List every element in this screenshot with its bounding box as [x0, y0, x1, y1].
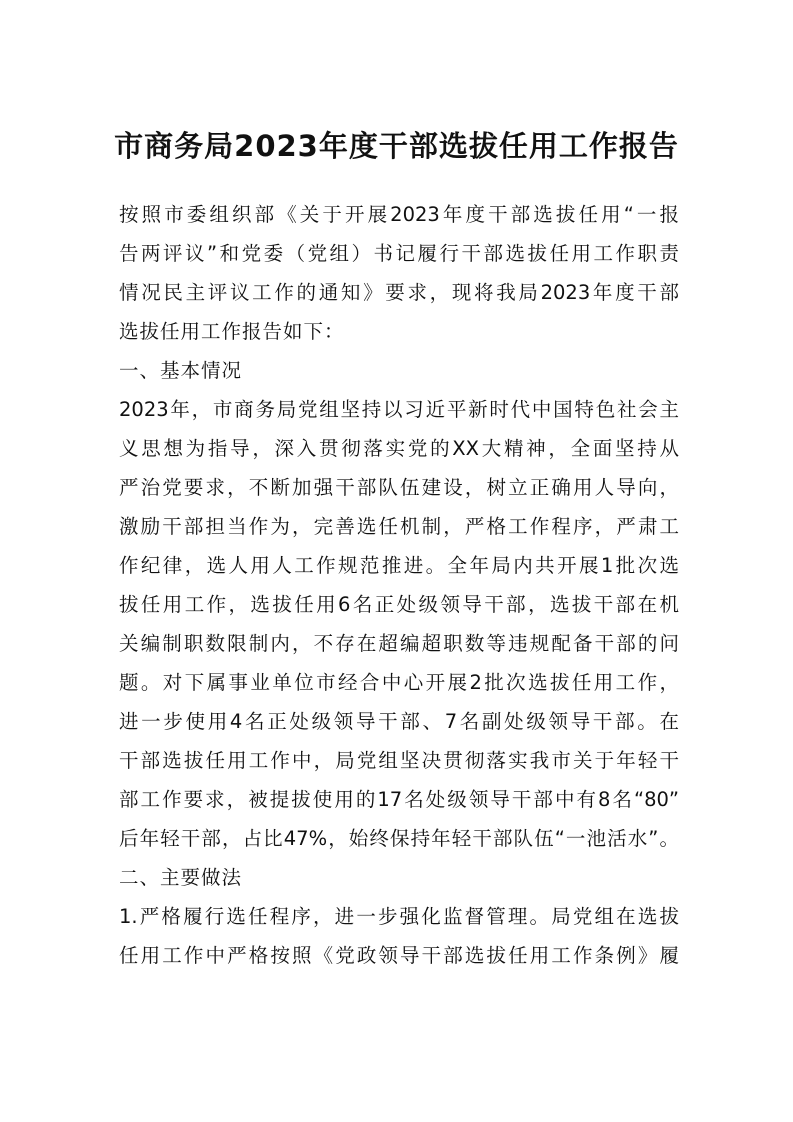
paragraph-line: 一、基本情况: [119, 359, 243, 382]
paragraph-line: 二、主要做法: [119, 866, 243, 889]
paragraph-line: 作纪律，选人用人工作规范推进。全年局内共开展1批次选: [119, 554, 679, 577]
paragraph-line: 告两评议”和党委（党组）书记履行干部选拔任用工作职责: [119, 242, 679, 265]
paragraph-line: 严治党要求，不断加强干部队伍建设，树立正确用人导向，: [119, 476, 679, 499]
paragraph-line: 关编制职数限制内，不存在超编超职数等违规配备干部的问: [119, 632, 679, 655]
paragraph-line: 题。对下属事业单位市经合中心开展2批次选拔任用工作，: [119, 671, 679, 694]
document-body: [119, 195, 679, 975]
paragraph-line: 按照市委组织部《关于开展2023年度干部选拔任用“一报: [119, 203, 679, 226]
paragraph-line: 选拔任用工作报告如下：: [119, 320, 345, 343]
paragraph-line: 进一步使用4名正处级领导干部、7名副处级领导干部。在: [119, 710, 679, 733]
paragraph-line: 情况民主评议工作的通知》要求，现将我局2023年度干部: [119, 281, 679, 304]
paragraph-line: 干部选拔任用工作中，局党组坚决贯彻落实我市关于年轻干: [119, 749, 679, 772]
document-title: 市商务局2023年度干部选拔任用工作报告: [114, 129, 679, 163]
paragraph-line: 部工作要求，被提拔使用的17名处级领导干部中有8名“80”: [119, 788, 679, 811]
paragraph-line: 拔任用工作，选拔任用6名正处级领导干部，选拔干部在机: [119, 593, 679, 616]
paragraph-line: 后年轻干部，占比47%，始终保持年轻干部队伍“一池活水”。: [119, 827, 679, 850]
paragraph-line: 任用工作中严格按照《党政领导干部选拔任用工作条例》履: [119, 944, 679, 967]
paragraph-line: 2023年，市商务局党组坚持以习近平新时代中国特色社会主: [119, 398, 679, 421]
paragraph-line: 义思想为指导，深入贯彻落实党的XX大精神，全面坚持从: [119, 437, 679, 460]
paragraph-line: 1.严格履行选任程序，进一步强化监督管理。局党组在选拔: [119, 905, 679, 928]
paragraph-line: 激励干部担当作为，完善选任机制，严格工作程序，严肃工: [119, 515, 679, 538]
